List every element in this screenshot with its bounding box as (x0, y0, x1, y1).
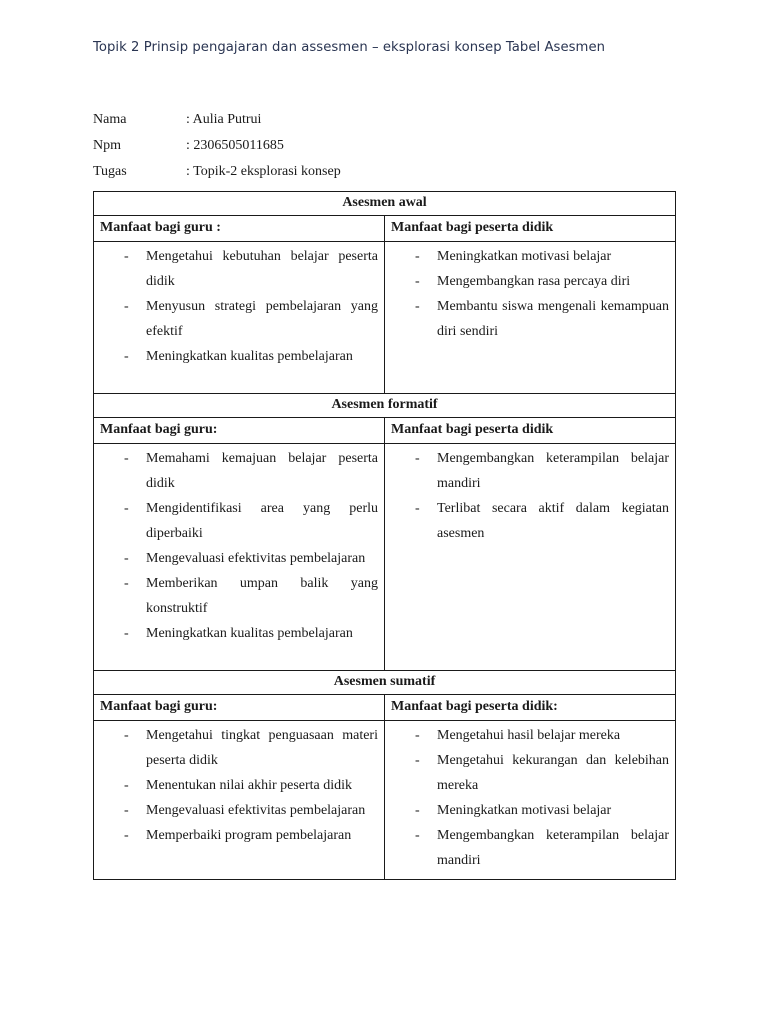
info-label: Tugas (93, 164, 127, 179)
section-title-formatif: Asesmen formatif (94, 394, 676, 418)
list-item: - Memberikan umpan balik yang konstruktif (100, 571, 378, 621)
list-item: - Meningkatkan motivasi belajar (391, 798, 669, 823)
list-item: - Membantu siswa mengenali kemampuan diri sendiri (391, 294, 669, 344)
guru-benefit-header: Manfaat bagi guru: (94, 695, 385, 721)
guru-benefit-cell (94, 721, 385, 880)
guru-benefit-list (100, 446, 378, 646)
list-item: - Menyusun strategi pembelajaran yang efektif (100, 294, 378, 344)
info-row-tugas (93, 162, 341, 188)
info-value: : Topik-2 eksplorasi konsep (186, 164, 341, 179)
column-header-row (94, 216, 676, 242)
list-item: - Mengetahui kekurangan dan kelebihan mereka (391, 748, 669, 798)
list-item: - Mengetahui tingkat penguasaan materi peserta didik (100, 723, 378, 773)
list-item: - Menentukan nilai akhir peserta didik (100, 773, 378, 798)
column-header-row (94, 695, 676, 721)
list-item: - Mengetahui hasil belajar mereka (391, 723, 669, 748)
siswa-benefit-header: Manfaat bagi peserta didik (385, 418, 676, 444)
list-item: - Mengetahui kebutuhan belajar peserta didik (100, 244, 378, 294)
siswa-benefit-header: Manfaat bagi peserta didik: (385, 695, 676, 721)
assessment-table (93, 191, 676, 880)
list-item: - Terlibat secara aktif dalam kegiatan asesmen (391, 496, 669, 546)
info-row-npm (93, 136, 341, 162)
list-item: - Mengembangkan keterampilan belajar mandiri (391, 823, 669, 873)
info-row-nama (93, 110, 341, 136)
guru-benefit-cell (94, 242, 385, 394)
siswa-benefit-list (391, 244, 669, 344)
siswa-benefit-cell (385, 721, 676, 880)
siswa-benefit-cell (385, 444, 676, 671)
guru-benefit-header: Manfaat bagi guru: (94, 418, 385, 444)
list-item: - Memahami kemajuan belajar peserta didik (100, 446, 378, 496)
section-title-awal: Asesmen awal (94, 192, 676, 216)
list-item: - Meningkatkan motivasi belajar (391, 244, 669, 269)
guru-benefit-list (100, 244, 378, 369)
siswa-benefit-list (391, 723, 669, 873)
siswa-benefit-header: Manfaat bagi peserta didik (385, 216, 676, 242)
list-item: - Mengembangkan rasa percaya diri (391, 269, 669, 294)
list-item: - Mengembangkan keterampilan belajar mandiri (391, 446, 669, 496)
siswa-benefit-cell (385, 242, 676, 394)
info-value: : Aulia Putrui (186, 112, 262, 127)
info-value: : 2306505011685 (186, 138, 284, 153)
column-header-row (94, 418, 676, 444)
student-info (93, 110, 341, 188)
section-title-sumatif: Asesmen sumatif (94, 671, 676, 695)
info-label: Npm (93, 138, 121, 153)
section-title-row (94, 671, 676, 695)
siswa-benefit-list (391, 446, 669, 546)
document-header: Topik 2 Prinsip pengajaran dan assesmen – eksplorasi konsep Tabel Asesmen (93, 40, 606, 55)
content-row (94, 242, 676, 394)
section-title-row (94, 394, 676, 418)
guru-benefit-header: Manfaat bagi guru : (94, 216, 385, 242)
list-item: - Meningkatkan kualitas pembelajaran (100, 621, 378, 646)
section-title-row (94, 192, 676, 216)
content-row (94, 721, 676, 880)
list-item: - Memperbaiki program pembelajaran (100, 823, 378, 848)
guru-benefit-cell (94, 444, 385, 671)
list-item: - Meningkatkan kualitas pembelajaran (100, 344, 378, 369)
guru-benefit-list (100, 723, 378, 848)
list-item: - Mengevaluasi efektivitas pembelajaran (100, 546, 378, 571)
info-label: Nama (93, 112, 127, 127)
list-item: - Mengidentifikasi area yang perlu diperbaiki (100, 496, 378, 546)
list-item: - Mengevaluasi efektivitas pembelajaran (100, 798, 378, 823)
content-row (94, 444, 676, 671)
